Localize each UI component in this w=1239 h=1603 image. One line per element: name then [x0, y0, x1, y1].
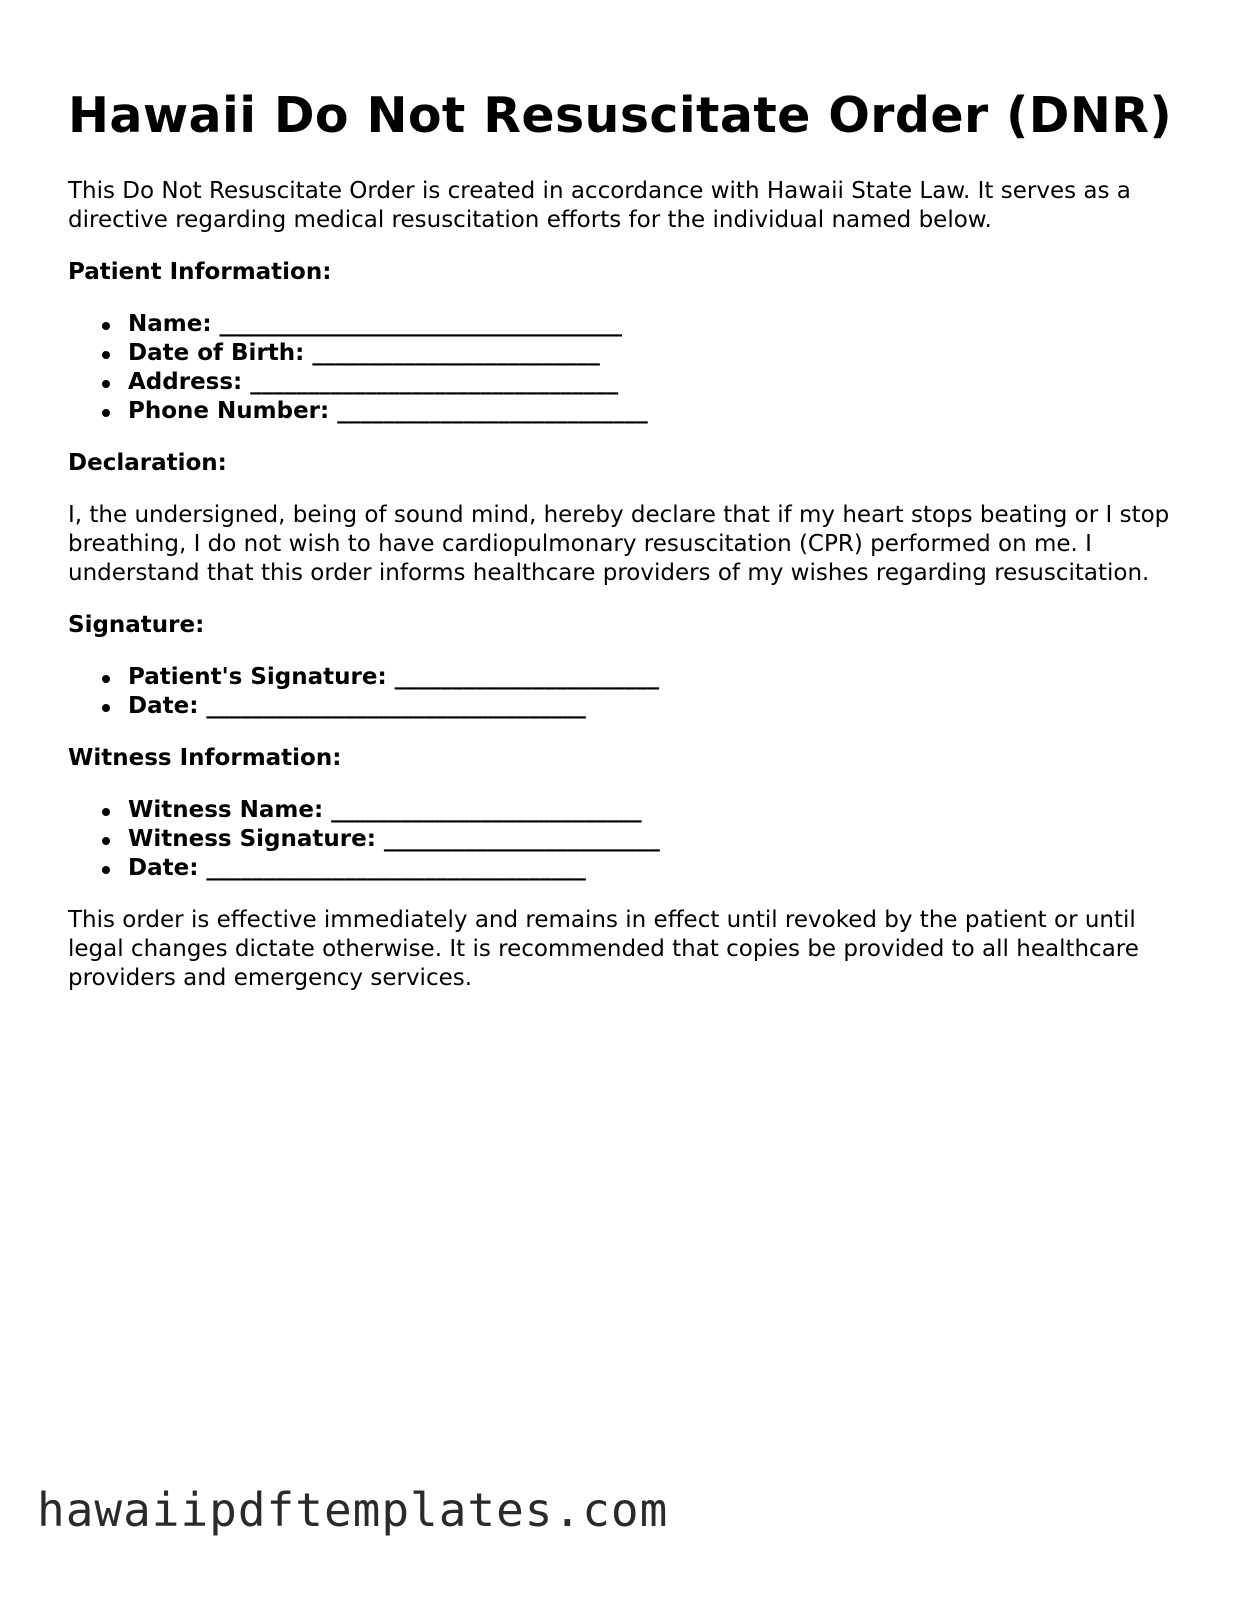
patient-name-field[interactable]: Name: ___________________________________: [128, 310, 1178, 339]
witness-signature-field[interactable]: Witness Signature: ________________________: [128, 825, 1178, 854]
witness-information-heading: Witness Information:: [68, 745, 342, 771]
patient-information-list: [68, 310, 1178, 426]
date-of-birth-field[interactable]: Date of Birth: _________________________: [128, 339, 1178, 368]
patient-signature-field[interactable]: Patient's Signature: _______________________: [128, 663, 1178, 692]
declaration-heading: Declaration:: [68, 450, 227, 476]
document-page: [68, 0, 1178, 993]
site-watermark: hawaiipdftemplates.com: [37, 1483, 669, 1537]
document-title: Hawaii Do Not Resuscitate Order (DNR): [68, 87, 1173, 144]
intro-paragraph: This Do Not Resuscitate Order is created in accordance with Hawaii State Law. It serves as a directive regarding medical resuscitation efforts for the individual named below.: [68, 178, 1131, 233]
closing-paragraph: This order is effective immediately and remains in effect until revoked by the patient or until legal changes dictate otherwise. It is recommended that copies be provided to all healthcare providers and emergency services.: [68, 907, 1139, 991]
witness-name-field[interactable]: Witness Name: ___________________________: [128, 796, 1178, 825]
signature-date-field[interactable]: Date: _________________________________: [128, 692, 1178, 721]
address-field[interactable]: Address: ________________________________: [128, 368, 1178, 397]
patient-information-heading: Patient Information:: [68, 259, 332, 285]
signature-heading: Signature:: [68, 612, 205, 638]
witness-date-field[interactable]: Date: _________________________________: [128, 854, 1178, 883]
signature-list: [68, 663, 1178, 721]
witness-information-list: [68, 796, 1178, 883]
declaration-paragraph: I, the undersigned, being of sound mind, hereby declare that if my heart stops beating or I stop breathing, I do not wish to have cardiopulmonary resuscitation (CPR) performed on me. I understand that this order informs healthcare providers of my wishes regarding resuscitation.: [68, 502, 1170, 586]
phone-number-field[interactable]: Phone Number: ___________________________: [128, 397, 1178, 426]
